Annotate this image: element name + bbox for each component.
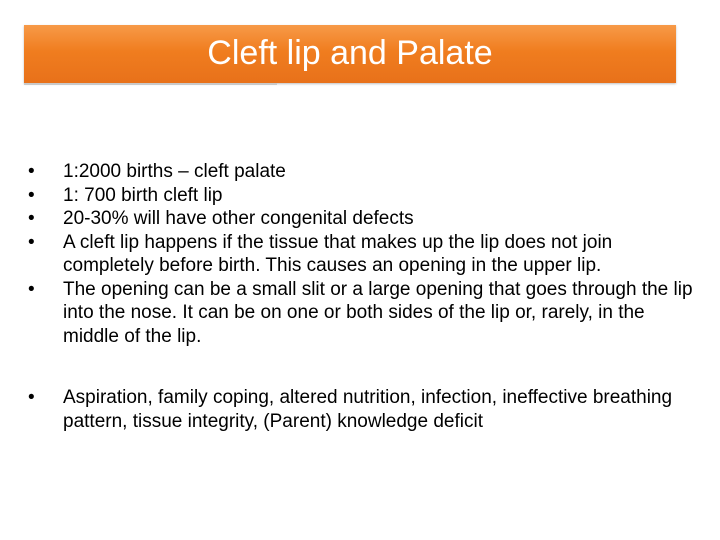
title-banner [24,25,676,83]
bullet-item [0,184,720,208]
bullet-item [0,386,720,433]
bullet-text: The opening can be a small slit or a large opening that goes through the lip into the nose. It can be on one or both sides of the lip or, rarely, in the middle of the lip. [63,278,693,347]
bullet-icon: • [28,231,35,253]
slide-title: Cleft lip and Palate [207,33,493,72]
bullet-spacer [0,348,720,386]
bullet-icon: • [28,387,35,408]
bullet-text: Aspiration, family coping, altered nutrition, infection, ineffective breathing pattern, tissue integrity, (Parent) knowledge deficit [63,387,673,432]
bullet-icon: • [28,278,35,300]
bullet-text: 1: 700 birth cleft lip [63,184,223,206]
title-underline [24,83,277,85]
bullet-item [0,278,720,349]
bullet-text: A cleft lip happens if the tissue that makes up the lip does not join completely before birth. This causes an opening in the upper lip. [63,231,613,276]
bullet-item [0,231,720,278]
bullet-icon: • [28,208,35,229]
bullet-text: 1:2000 births – cleft palate [63,161,286,182]
bullet-list [0,160,720,433]
bullet-item [0,160,720,184]
bullet-icon: • [28,184,35,206]
bullet-icon: • [28,161,35,182]
bullet-text: 20-30% will have other congenital defects [63,208,414,229]
bullet-item [0,207,720,231]
